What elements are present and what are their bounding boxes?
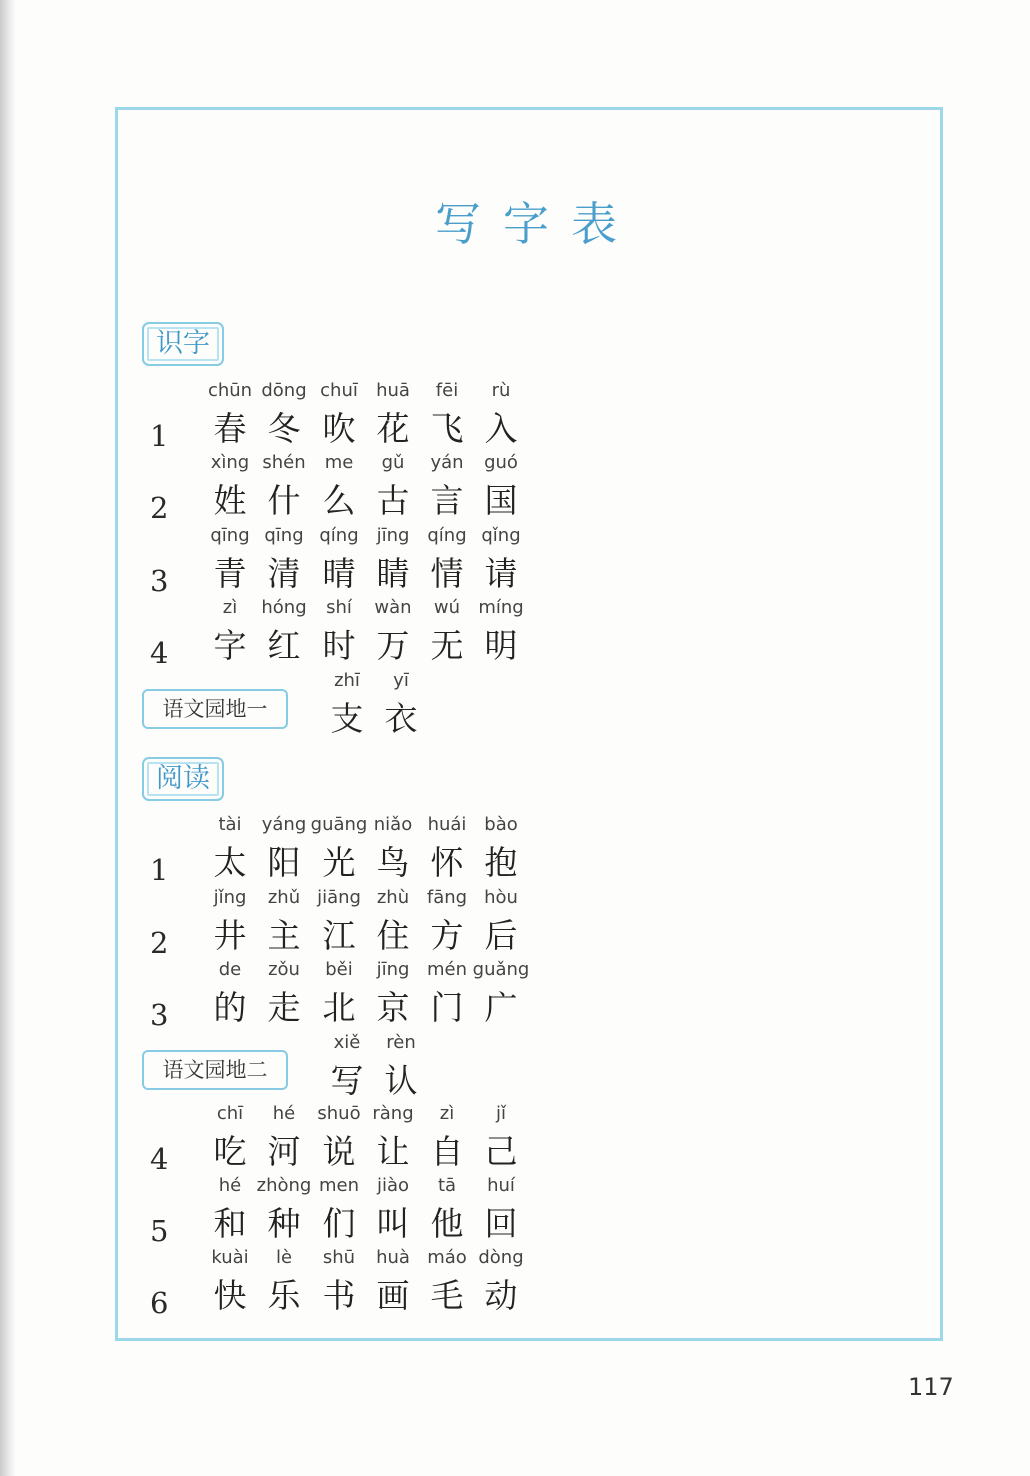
char-cell — [254, 886, 314, 958]
pinyin: zhǔ — [267, 887, 301, 908]
pinyin: kuài — [211, 1247, 249, 1268]
hanzi: 北 — [322, 988, 356, 1027]
char-cell — [471, 1246, 531, 1318]
char-row-s1-1 — [0, 886, 1030, 966]
char-cell — [371, 1031, 431, 1103]
hanzi: 飞 — [430, 409, 464, 448]
pinyin: hóng — [261, 597, 307, 618]
char-cell — [417, 1102, 477, 1174]
char-cell — [471, 958, 531, 1030]
hanzi: 后 — [484, 916, 518, 955]
char-cell — [417, 813, 477, 885]
char-row-garden-2 — [0, 1031, 1030, 1111]
row-number: 4 — [150, 636, 169, 670]
hanzi: 花 — [376, 409, 410, 448]
char-cell — [254, 1174, 314, 1246]
pinyin: běi — [325, 959, 353, 980]
char-cell — [363, 451, 423, 523]
char-cell — [309, 1102, 369, 1174]
char-cell — [200, 1246, 260, 1318]
char-row-s0-2 — [0, 524, 1030, 604]
hanzi: 动 — [484, 1276, 518, 1315]
char-cell — [254, 379, 314, 451]
pinyin: gǔ — [381, 452, 405, 473]
hanzi: 万 — [376, 626, 410, 665]
pinyin: ràng — [372, 1103, 414, 1124]
hanzi: 种 — [267, 1204, 301, 1243]
hanzi: 走 — [267, 988, 301, 1027]
garden-badge-2: 语文园地二 — [142, 1050, 288, 1090]
char-cell — [309, 886, 369, 958]
char-cell — [200, 886, 260, 958]
pinyin: me — [324, 452, 354, 473]
pinyin: xìng — [210, 452, 250, 473]
char-cell — [417, 1246, 477, 1318]
char-cell — [317, 669, 377, 741]
pinyin: tài — [218, 814, 242, 835]
pinyin: fāng — [426, 887, 468, 908]
hanzi: 井 — [213, 916, 247, 955]
char-cell — [417, 1174, 477, 1246]
hanzi: 无 — [430, 626, 464, 665]
hanzi: 明 — [484, 626, 518, 665]
pinyin: hé — [218, 1175, 242, 1196]
char-cell — [309, 1174, 369, 1246]
row-number: 3 — [150, 998, 169, 1032]
garden-badge-1: 语文园地一 — [142, 689, 288, 729]
pinyin: shén — [262, 452, 306, 473]
hanzi: 说 — [322, 1132, 356, 1171]
hanzi: 抱 — [484, 843, 518, 882]
pinyin: guó — [484, 452, 518, 473]
page-title: 写字表 — [435, 197, 639, 251]
char-cell — [471, 813, 531, 885]
hanzi: 衣 — [384, 699, 418, 738]
hanzi: 画 — [376, 1276, 410, 1315]
pinyin: huà — [376, 1247, 410, 1268]
pinyin: rèn — [386, 1032, 416, 1053]
hanzi: 回 — [484, 1204, 518, 1243]
pinyin: niǎo — [373, 814, 413, 835]
char-row-s0-3 — [0, 596, 1030, 676]
pinyin: wàn — [374, 597, 412, 618]
char-cell — [309, 1246, 369, 1318]
pinyin: shū — [322, 1247, 356, 1268]
char-cell — [471, 886, 531, 958]
pinyin: huái — [427, 814, 467, 835]
hanzi: 睛 — [376, 554, 410, 593]
char-row-garden-1 — [0, 669, 1030, 749]
hanzi: 主 — [267, 916, 301, 955]
char-cell — [471, 451, 531, 523]
char-cell — [200, 596, 260, 668]
char-cell — [363, 379, 423, 451]
hanzi: 怀 — [430, 843, 464, 882]
pinyin: hòu — [484, 887, 518, 908]
hanzi: 什 — [267, 481, 301, 520]
pinyin: guǎng — [472, 959, 530, 980]
pinyin: chuī — [320, 380, 358, 401]
row-number: 1 — [150, 853, 169, 887]
row-number: 3 — [150, 564, 169, 598]
char-cell — [309, 524, 369, 596]
hanzi: 言 — [430, 481, 464, 520]
char-cell — [417, 596, 477, 668]
pinyin: chī — [216, 1103, 244, 1124]
hanzi: 认 — [384, 1061, 418, 1100]
pinyin: chūn — [207, 380, 253, 401]
pinyin: máo — [427, 1247, 467, 1268]
pinyin: zhù — [376, 887, 410, 908]
char-cell — [417, 451, 477, 523]
pinyin: wú — [433, 597, 461, 618]
char-row-s1b-2 — [0, 1246, 1030, 1326]
char-row-s0-1 — [0, 451, 1030, 531]
hanzi: 广 — [484, 988, 518, 1027]
char-cell — [200, 1174, 260, 1246]
hanzi: 支 — [330, 699, 364, 738]
char-cell — [254, 596, 314, 668]
pinyin: jīng — [376, 525, 410, 546]
hanzi: 己 — [484, 1132, 518, 1171]
hanzi: 书 — [322, 1276, 356, 1315]
pinyin: tā — [437, 1175, 457, 1196]
pinyin: zhī — [334, 670, 360, 691]
pinyin: de — [218, 959, 242, 980]
pinyin: shí — [326, 597, 352, 618]
pinyin: dòng — [478, 1247, 524, 1268]
pinyin: dōng — [261, 380, 307, 401]
char-cell — [363, 886, 423, 958]
pinyin: shuō — [317, 1103, 361, 1124]
hanzi: 乐 — [267, 1276, 301, 1315]
pinyin: qíng — [319, 525, 359, 546]
char-cell — [363, 1174, 423, 1246]
pinyin: mén — [426, 959, 468, 980]
char-cell — [309, 813, 369, 885]
hanzi: 入 — [484, 409, 518, 448]
hanzi: 鸟 — [376, 843, 410, 882]
row-number: 5 — [150, 1214, 169, 1248]
char-cell — [254, 1102, 314, 1174]
hanzi: 春 — [213, 409, 247, 448]
char-cell — [200, 524, 260, 596]
char-cell — [363, 596, 423, 668]
row-number: 4 — [150, 1142, 169, 1176]
hanzi: 太 — [213, 843, 247, 882]
pinyin: huí — [487, 1175, 515, 1196]
hanzi: 古 — [376, 481, 410, 520]
char-cell — [363, 813, 423, 885]
char-cell — [417, 886, 477, 958]
pinyin: zhòng — [256, 1175, 312, 1196]
pinyin: yáng — [261, 814, 307, 835]
char-cell — [371, 669, 431, 741]
pinyin: qíng — [427, 525, 467, 546]
pinyin: jiāng — [317, 887, 361, 908]
section-badge-yuedu: 阅读 — [142, 757, 224, 801]
hanzi: 门 — [430, 988, 464, 1027]
char-row-s0-0 — [0, 379, 1030, 459]
char-cell — [363, 1102, 423, 1174]
hanzi: 青 — [213, 554, 247, 593]
char-cell — [417, 958, 477, 1030]
char-cell — [471, 524, 531, 596]
pinyin: qǐng — [481, 525, 521, 546]
pinyin: zì — [439, 1103, 455, 1124]
char-cell — [471, 1102, 531, 1174]
char-cell — [417, 524, 477, 596]
pinyin: qīng — [210, 525, 250, 546]
pinyin: men — [318, 1175, 360, 1196]
char-cell — [417, 379, 477, 451]
pinyin: guāng — [310, 814, 368, 835]
char-cell — [254, 813, 314, 885]
hanzi: 自 — [430, 1132, 464, 1171]
char-row-s1b-0 — [0, 1102, 1030, 1182]
char-row-s1b-1 — [0, 1174, 1030, 1254]
page-number: 117 — [908, 1373, 954, 1401]
hanzi: 和 — [213, 1204, 247, 1243]
hanzi: 让 — [376, 1132, 410, 1171]
hanzi: 吹 — [322, 409, 356, 448]
pinyin: yī — [393, 670, 409, 691]
pinyin: lè — [275, 1247, 293, 1268]
pinyin: huā — [376, 380, 410, 401]
pinyin: jīng — [376, 959, 410, 980]
pinyin: hé — [272, 1103, 296, 1124]
hanzi: 光 — [322, 843, 356, 882]
pinyin: bào — [484, 814, 518, 835]
pinyin: yán — [430, 452, 464, 473]
hanzi: 他 — [430, 1204, 464, 1243]
hanzi: 河 — [267, 1132, 301, 1171]
char-cell — [200, 451, 260, 523]
char-cell — [254, 451, 314, 523]
row-number: 1 — [150, 419, 169, 453]
char-cell — [200, 813, 260, 885]
hanzi: 晴 — [322, 554, 356, 593]
char-cell — [254, 1246, 314, 1318]
char-row-s1-0 — [0, 813, 1030, 893]
char-cell — [363, 958, 423, 1030]
char-cell — [317, 1031, 377, 1103]
hanzi: 清 — [267, 554, 301, 593]
hanzi: 吃 — [213, 1132, 247, 1171]
char-cell — [254, 524, 314, 596]
hanzi: 们 — [322, 1204, 356, 1243]
hanzi: 的 — [213, 988, 247, 1027]
char-cell — [200, 1102, 260, 1174]
hanzi: 快 — [213, 1276, 247, 1315]
char-cell — [254, 958, 314, 1030]
char-cell — [200, 379, 260, 451]
char-cell — [309, 451, 369, 523]
hanzi: 方 — [430, 916, 464, 955]
char-cell — [200, 958, 260, 1030]
hanzi: 写 — [330, 1061, 364, 1100]
hanzi: 京 — [376, 988, 410, 1027]
char-cell — [471, 596, 531, 668]
pinyin: jiào — [376, 1175, 410, 1196]
row-number: 2 — [150, 491, 169, 525]
hanzi: 时 — [322, 626, 356, 665]
hanzi: 么 — [322, 481, 356, 520]
section-badge-shizi: 识字 — [142, 322, 224, 366]
hanzi: 请 — [484, 554, 518, 593]
pinyin: jǐ — [495, 1103, 506, 1124]
char-cell — [309, 958, 369, 1030]
hanzi: 国 — [484, 481, 518, 520]
pinyin: míng — [478, 597, 524, 618]
row-number: 6 — [150, 1286, 169, 1320]
char-cell — [471, 379, 531, 451]
char-cell — [309, 379, 369, 451]
pinyin: jǐng — [213, 887, 247, 908]
hanzi: 毛 — [430, 1276, 464, 1315]
row-number: 2 — [150, 926, 169, 960]
hanzi: 叫 — [376, 1204, 410, 1243]
pinyin: zǒu — [268, 959, 300, 980]
hanzi: 情 — [430, 554, 464, 593]
hanzi: 红 — [267, 626, 301, 665]
char-cell — [471, 1174, 531, 1246]
char-cell — [309, 596, 369, 668]
pinyin: xiě — [333, 1032, 361, 1053]
char-row-s1-2 — [0, 958, 1030, 1038]
hanzi: 住 — [376, 916, 410, 955]
hanzi: 姓 — [213, 481, 247, 520]
pinyin: qīng — [264, 525, 304, 546]
hanzi: 阳 — [267, 843, 301, 882]
char-cell — [363, 1246, 423, 1318]
pinyin: rù — [491, 380, 511, 401]
hanzi: 冬 — [267, 409, 301, 448]
hanzi: 江 — [322, 916, 356, 955]
char-cell — [363, 524, 423, 596]
pinyin: zì — [222, 597, 238, 618]
hanzi: 字 — [213, 626, 247, 665]
pinyin: fēi — [435, 380, 459, 401]
